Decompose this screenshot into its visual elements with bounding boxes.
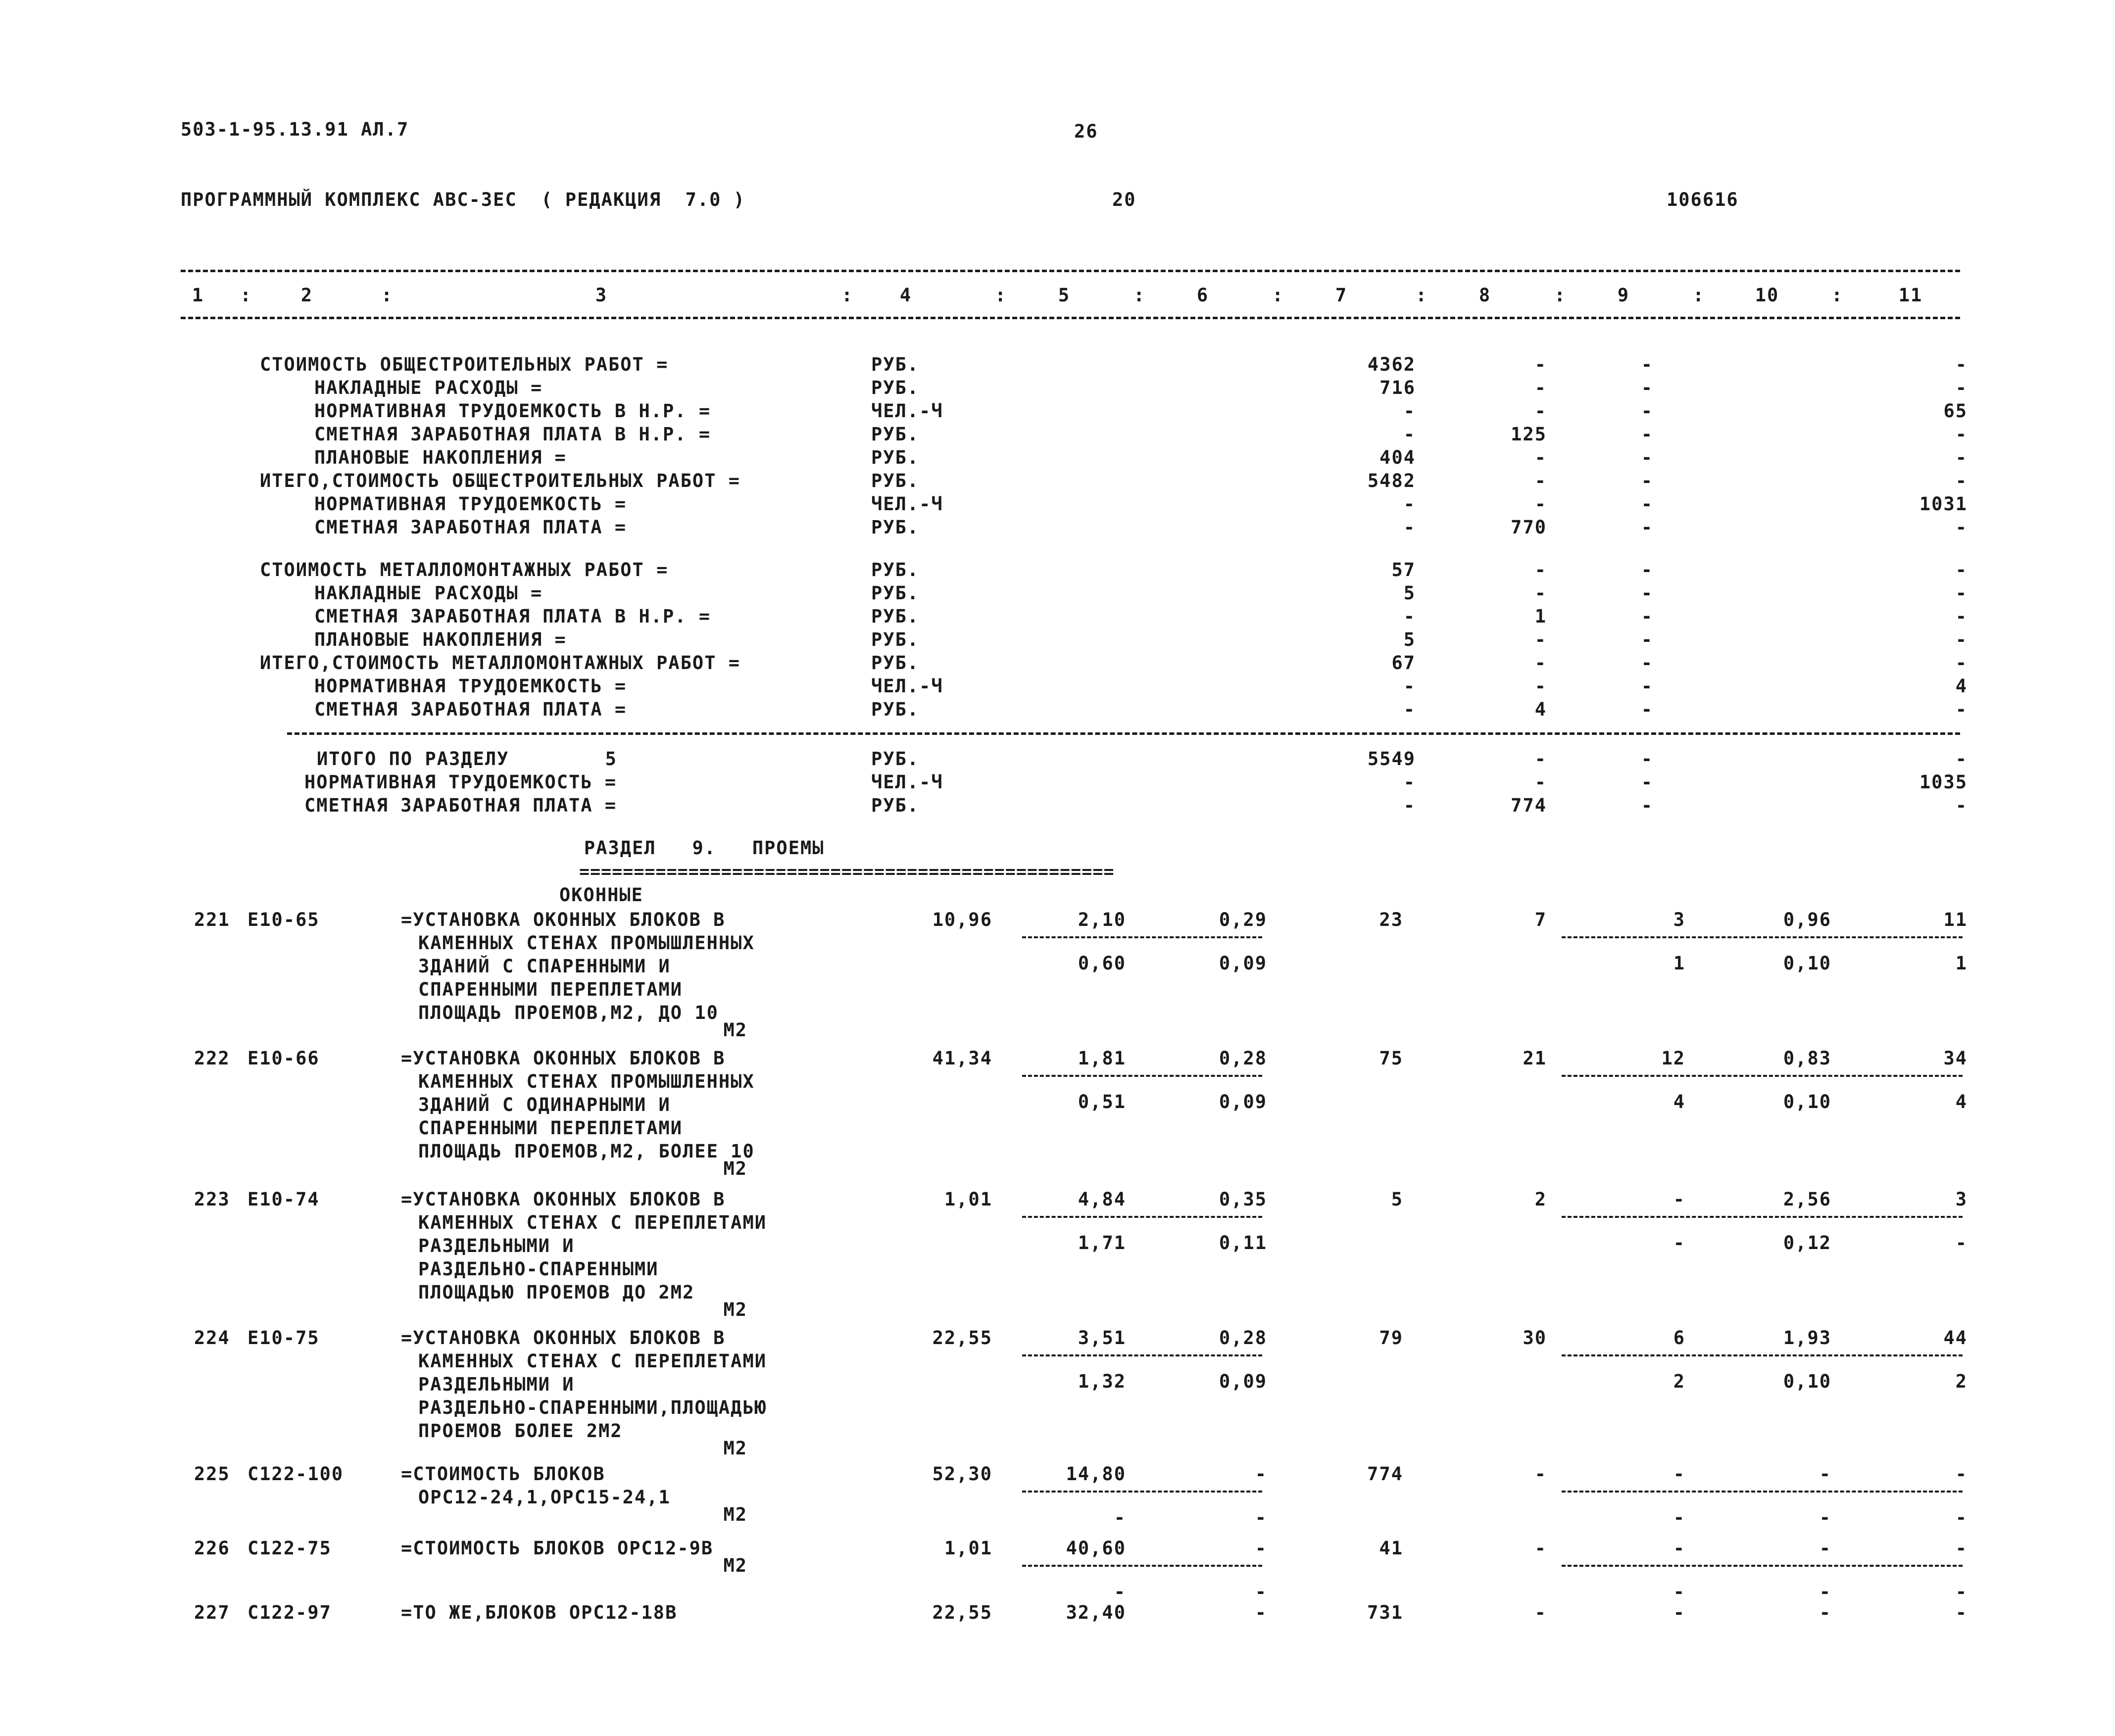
summary-labor: - xyxy=(1955,470,1967,491)
item-unit: М2 xyxy=(723,1019,747,1041)
item-description-line: ЗДАНИЙ С ОДИНАРНЫМИ И xyxy=(418,1094,671,1115)
item-wage-rate: 0,29 xyxy=(1219,909,1267,930)
summary-cost: - xyxy=(1403,517,1416,538)
column-separator: : xyxy=(1272,285,1284,306)
item-unit: М2 xyxy=(723,1299,747,1320)
item-labor-total: - xyxy=(1955,1463,1967,1485)
summary-wage: 125 xyxy=(1511,424,1547,445)
summary-col9: - xyxy=(1641,470,1653,491)
item-code: Е10-74 xyxy=(247,1189,320,1210)
item-description-line: КАМЕННЫХ СТЕНАХ ПРОМЫШЛЕННЫХ xyxy=(418,932,755,954)
item-machine-cost: 3 xyxy=(1673,909,1685,930)
item-quantity: 1,01 xyxy=(944,1538,992,1559)
column-separator: : xyxy=(1831,285,1844,306)
item-quantity: 22,55 xyxy=(932,1327,992,1349)
item-machine-wage: 1 xyxy=(1673,953,1685,974)
item-labor-rate-machine: - xyxy=(1819,1507,1831,1528)
summary-label: ИТЕГО,СТОИМОСТЬ МЕТАЛЛОМОНТАЖНЫХ РАБОТ = xyxy=(260,652,741,674)
summary-wage: - xyxy=(1534,447,1547,468)
item-unit: М2 xyxy=(723,1504,747,1525)
item-subrule xyxy=(1562,1354,1963,1356)
section-total-unit: ЧЕЛ.-Ч xyxy=(871,772,943,793)
section-total-col9: - xyxy=(1641,772,1653,793)
item-number: 222 xyxy=(194,1048,230,1069)
summary-labor: - xyxy=(1955,517,1967,538)
column-separator: : xyxy=(1133,285,1146,306)
summary-label: СМЕТНАЯ ЗАРАБОТНАЯ ПЛАТА В Н.Р. = xyxy=(314,606,711,627)
column-header-10: 10 xyxy=(1755,285,1779,306)
summary-labor: 65 xyxy=(1943,400,1967,422)
item-labor-total: - xyxy=(1955,1602,1967,1623)
summary-unit: РУБ. xyxy=(871,470,920,491)
summary-labor: - xyxy=(1955,447,1967,468)
item-unit-price-wage: - xyxy=(1114,1507,1126,1528)
item-unit-price: 40,60 xyxy=(1066,1538,1126,1559)
table-header-rule xyxy=(181,317,1960,319)
item-number: 226 xyxy=(194,1538,230,1559)
item-labor-rate: 1,93 xyxy=(1783,1327,1831,1349)
item-labor-rate: 0,83 xyxy=(1783,1048,1831,1069)
column-separator: : xyxy=(995,285,1007,306)
summary-unit: РУБ. xyxy=(871,582,920,604)
item-total-wage: - xyxy=(1534,1602,1547,1623)
item-description-line: ПЛОЩАДЬ ПРОЕМОВ,М2, БОЛЕЕ 10 xyxy=(418,1141,755,1162)
item-unit-price: 3,51 xyxy=(1078,1327,1126,1349)
column-header-6: 6 xyxy=(1196,285,1209,306)
item-labor-total-machine: 1 xyxy=(1955,953,1967,974)
summary-wage: - xyxy=(1534,652,1547,674)
item-wage-rate-machine: 0,09 xyxy=(1219,1091,1267,1112)
item-subrule xyxy=(1562,1491,1963,1493)
summary-cost: 5 xyxy=(1403,629,1416,650)
summary-label: ИТЕГО,СТОИМОСТЬ ОБЩЕСТРОИТЕЛЬНЫХ РАБОТ = xyxy=(260,470,741,491)
section-total-wage: - xyxy=(1534,748,1547,770)
item-number: 225 xyxy=(194,1463,230,1485)
summary-labor: - xyxy=(1955,699,1967,720)
item-unit-price: 14,80 xyxy=(1066,1463,1126,1485)
item-labor-total: 44 xyxy=(1943,1327,1967,1349)
summary-label: НОРМАТИВНАЯ ТРУДОЕМКОСТЬ = xyxy=(314,493,627,515)
item-description-line: =УСТАНОВКА ОКОННЫХ БЛОКОВ В xyxy=(401,1189,726,1210)
item-code: Е10-66 xyxy=(247,1048,320,1069)
item-unit-price-wage: 1,32 xyxy=(1078,1371,1126,1392)
summary-labor: - xyxy=(1955,606,1967,627)
item-labor-rate: 2,56 xyxy=(1783,1189,1831,1210)
item-total-cost: 75 xyxy=(1379,1048,1403,1069)
column-header-1: 1 xyxy=(192,285,204,306)
page-number: 26 xyxy=(1074,121,1098,142)
item-description-line: ОРС12-24,1,ОРС15-24,1 xyxy=(418,1487,671,1508)
item-total-cost: 731 xyxy=(1367,1602,1403,1623)
item-total-cost: 5 xyxy=(1391,1189,1403,1210)
item-labor-total-machine: 4 xyxy=(1955,1091,1967,1112)
column-separator: : xyxy=(841,285,854,306)
item-description-line: =СТОИМОСТЬ БЛОКОВ ОРС12-9В xyxy=(401,1538,714,1559)
section-total-unit: РУБ. xyxy=(871,795,920,816)
item-quantity: 52,30 xyxy=(932,1463,992,1485)
summary-wage: - xyxy=(1534,675,1547,697)
summary-wage: 4 xyxy=(1534,699,1547,720)
item-machine-cost: 12 xyxy=(1661,1048,1685,1069)
program-page: 20 xyxy=(1112,189,1136,210)
summary-wage: - xyxy=(1534,629,1547,650)
summary-cost: 4362 xyxy=(1367,354,1416,375)
summary-unit: ЧЕЛ.-Ч xyxy=(871,400,943,422)
section-total-col9: - xyxy=(1641,795,1653,816)
item-total-wage: 30 xyxy=(1523,1327,1547,1349)
item-labor-total-machine: 2 xyxy=(1955,1371,1967,1392)
summary-labor: 1031 xyxy=(1919,493,1967,515)
summary-label: СМЕТНАЯ ЗАРАБОТНАЯ ПЛАТА = xyxy=(314,517,627,538)
section-total-labor: - xyxy=(1955,795,1967,816)
summary-col9: - xyxy=(1641,400,1653,422)
summary-labor: 4 xyxy=(1955,675,1967,697)
summary-wage: - xyxy=(1534,559,1547,580)
item-description-line: КАМЕННЫХ СТЕНАХ ПРОМЫШЛЕННЫХ xyxy=(418,1071,755,1092)
column-header-2: 2 xyxy=(300,285,313,306)
item-subrule xyxy=(1562,1565,1963,1567)
item-number: 221 xyxy=(194,909,230,930)
summary-cost: 57 xyxy=(1391,559,1416,580)
summary-label: НАКЛАДНЫЕ РАСХОДЫ = xyxy=(314,582,543,604)
section-total-cost: - xyxy=(1403,795,1416,816)
item-wage-rate: 0,35 xyxy=(1219,1189,1267,1210)
section-total-cost: - xyxy=(1403,772,1416,793)
item-quantity: 41,34 xyxy=(932,1048,992,1069)
doc-code: 503-1-95.13.91 АЛ.7 xyxy=(181,119,409,140)
item-total-wage: - xyxy=(1534,1463,1547,1485)
summary-col9: - xyxy=(1641,517,1653,538)
item-labor-total-machine: - xyxy=(1955,1232,1967,1254)
summary-cost: - xyxy=(1403,606,1416,627)
column-separator: : xyxy=(1554,285,1567,306)
item-labor-total: - xyxy=(1955,1538,1967,1559)
section-title-rule: ================================================= xyxy=(579,862,1115,882)
summary-labor: - xyxy=(1955,559,1967,580)
item-quantity: 10,96 xyxy=(932,909,992,930)
program-line: ПРОГРАММНЫЙ КОМПЛЕКС АВС-3ЕС ( РЕДАКЦИЯ 7.0 ) xyxy=(181,189,745,210)
item-wage-rate: - xyxy=(1255,1538,1267,1559)
item-labor-rate-machine: 0,10 xyxy=(1783,1371,1831,1392)
item-labor-total-machine: - xyxy=(1955,1507,1967,1528)
item-unit-price-wage: - xyxy=(1114,1581,1126,1602)
item-labor-total-machine: - xyxy=(1955,1581,1967,1602)
item-labor-total: 3 xyxy=(1955,1189,1967,1210)
item-subrule xyxy=(1022,936,1262,938)
summary-unit: РУБ. xyxy=(871,699,920,720)
item-total-wage: 21 xyxy=(1523,1048,1547,1069)
column-header-8: 8 xyxy=(1478,285,1491,306)
summary-col9: - xyxy=(1641,606,1653,627)
item-labor-rate-machine: 0,12 xyxy=(1783,1232,1831,1254)
summary-cost: 5 xyxy=(1403,582,1416,604)
item-wage-rate-machine: 0,09 xyxy=(1219,953,1267,974)
summary-labor: - xyxy=(1955,354,1967,375)
item-machine-wage: 4 xyxy=(1673,1091,1685,1112)
item-code: С122-97 xyxy=(247,1602,332,1623)
summary-col9: - xyxy=(1641,675,1653,697)
item-unit-price: 4,84 xyxy=(1078,1189,1126,1210)
item-machine-cost: 6 xyxy=(1673,1327,1685,1349)
summary-col9: - xyxy=(1641,447,1653,468)
summary-labor: - xyxy=(1955,582,1967,604)
item-description-line: СПАРЕННЫМИ ПЕРЕПЛЕТАМИ xyxy=(418,1117,683,1139)
summary-unit: РУБ. xyxy=(871,354,920,375)
column-header-9: 9 xyxy=(1617,285,1630,306)
column-separator: : xyxy=(381,285,393,306)
item-description-line: ПЛОЩАДЬЮ ПРОЕМОВ ДО 2М2 xyxy=(418,1282,695,1303)
item-machine-wage: - xyxy=(1673,1232,1685,1254)
summary-unit: РУБ. xyxy=(871,377,920,398)
item-code: Е10-65 xyxy=(247,909,320,930)
item-labor-rate: - xyxy=(1819,1538,1831,1559)
subsection-title: ОКОННЫЕ xyxy=(559,884,643,906)
column-separator: : xyxy=(240,285,252,306)
item-number: 223 xyxy=(194,1189,230,1210)
item-description-line: СПАРЕННЫМИ ПЕРЕПЛЕТАМИ xyxy=(418,979,683,1000)
item-machine-wage: - xyxy=(1673,1581,1685,1602)
item-wage-rate-machine: - xyxy=(1255,1507,1267,1528)
summary-col9: - xyxy=(1641,424,1653,445)
summary-labor: - xyxy=(1955,424,1967,445)
summary-col9: - xyxy=(1641,582,1653,604)
item-unit: М2 xyxy=(723,1438,747,1459)
item-machine-cost: - xyxy=(1673,1189,1685,1210)
summary-cost: - xyxy=(1403,699,1416,720)
column-header-11: 11 xyxy=(1898,285,1923,306)
summary-cost: 716 xyxy=(1379,377,1416,398)
summary-unit: ЧЕЛ.-Ч xyxy=(871,675,943,697)
summary-col9: - xyxy=(1641,699,1653,720)
item-machine-wage: 2 xyxy=(1673,1371,1685,1392)
item-description-line: КАМЕННЫХ СТЕНАХ С ПЕРЕПЛЕТАМИ xyxy=(418,1212,767,1233)
item-labor-rate-machine: - xyxy=(1819,1581,1831,1602)
summary-cost: 5482 xyxy=(1367,470,1416,491)
column-header-4: 4 xyxy=(899,285,912,306)
item-subrule xyxy=(1022,1216,1262,1218)
section-total-rule xyxy=(287,732,1960,735)
section-total-label: НОРМАТИВНАЯ ТРУДОЕМКОСТЬ = xyxy=(304,772,617,793)
item-labor-rate: - xyxy=(1819,1463,1831,1485)
summary-label: ПЛАНОВЫЕ НАКОПЛЕНИЯ = xyxy=(314,447,567,468)
item-machine-cost: - xyxy=(1673,1602,1685,1623)
section-total-wage: - xyxy=(1534,772,1547,793)
column-header-7: 7 xyxy=(1335,285,1348,306)
summary-cost: - xyxy=(1403,400,1416,422)
summary-col9: - xyxy=(1641,629,1653,650)
summary-unit: РУБ. xyxy=(871,424,920,445)
summary-col9: - xyxy=(1641,493,1653,515)
item-wage-rate: - xyxy=(1255,1602,1267,1623)
item-total-wage: - xyxy=(1534,1538,1547,1559)
item-unit-price-wage: 1,71 xyxy=(1078,1232,1126,1254)
summary-unit: РУБ. xyxy=(871,447,920,468)
item-quantity: 22,55 xyxy=(932,1602,992,1623)
column-header-5: 5 xyxy=(1058,285,1071,306)
item-unit: М2 xyxy=(723,1555,747,1576)
item-total-wage: 2 xyxy=(1534,1189,1547,1210)
item-unit-price: 32,40 xyxy=(1066,1602,1126,1623)
table-top-rule xyxy=(181,270,1960,272)
item-labor-total: 11 xyxy=(1943,909,1967,930)
item-total-wage: 7 xyxy=(1534,909,1547,930)
item-code: Е10-75 xyxy=(247,1327,320,1349)
item-unit-price: 2,10 xyxy=(1078,909,1126,930)
summary-col9: - xyxy=(1641,377,1653,398)
summary-wage: 770 xyxy=(1511,517,1547,538)
item-wage-rate-machine: 0,11 xyxy=(1219,1232,1267,1254)
item-description-line: =УСТАНОВКА ОКОННЫХ БЛОКОВ В xyxy=(401,1048,726,1069)
summary-wage: - xyxy=(1534,470,1547,491)
column-header-3: 3 xyxy=(595,285,608,306)
summary-cost: - xyxy=(1403,675,1416,697)
item-description-line: РАЗДЕЛЬНО-СПАРЕННЫМИ,ПЛОЩАДЬЮ xyxy=(418,1397,767,1418)
item-subrule xyxy=(1022,1354,1262,1356)
item-unit-price-wage: 0,60 xyxy=(1078,953,1126,974)
summary-unit: РУБ. xyxy=(871,606,920,627)
item-labor-total: 34 xyxy=(1943,1048,1967,1069)
item-total-cost: 23 xyxy=(1379,909,1403,930)
summary-label: СМЕТНАЯ ЗАРАБОТНАЯ ПЛАТА = xyxy=(314,699,627,720)
summary-label: ПЛАНОВЫЕ НАКОПЛЕНИЯ = xyxy=(314,629,567,650)
summary-unit: ЧЕЛ.-Ч xyxy=(871,493,943,515)
summary-label: НОРМАТИВНАЯ ТРУДОЕМКОСТЬ В Н.Р. = xyxy=(314,400,711,422)
item-total-cost: 41 xyxy=(1379,1538,1403,1559)
item-subrule xyxy=(1562,1216,1963,1218)
summary-wage: - xyxy=(1534,582,1547,604)
summary-cost: 404 xyxy=(1379,447,1416,468)
item-number: 224 xyxy=(194,1327,230,1349)
item-wage-rate: - xyxy=(1255,1463,1267,1485)
summary-col9: - xyxy=(1641,354,1653,375)
item-description-line: ПРОЕМОВ БОЛЕЕ 2М2 xyxy=(418,1420,623,1442)
item-unit: М2 xyxy=(723,1158,747,1179)
item-code: С122-100 xyxy=(247,1463,344,1485)
summary-wage: - xyxy=(1534,354,1547,375)
summary-unit: РУБ. xyxy=(871,629,920,650)
summary-wage: 1 xyxy=(1534,606,1547,627)
summary-unit: РУБ. xyxy=(871,652,920,674)
summary-cost: - xyxy=(1403,424,1416,445)
item-description-line: РАЗДЕЛЬНО-СПАРЕННЫМИ xyxy=(418,1258,659,1280)
summary-labor: - xyxy=(1955,652,1967,674)
summary-labor: - xyxy=(1955,629,1967,650)
item-labor-rate: - xyxy=(1819,1602,1831,1623)
item-subrule xyxy=(1562,1075,1963,1077)
item-machine-wage: - xyxy=(1673,1507,1685,1528)
item-wage-rate: 0,28 xyxy=(1219,1048,1267,1069)
item-description-line: ЗДАНИЙ С СПАРЕННЫМИ И xyxy=(418,956,671,977)
item-wage-rate-machine: - xyxy=(1255,1581,1267,1602)
summary-col9: - xyxy=(1641,559,1653,580)
summary-wage: - xyxy=(1534,400,1547,422)
item-labor-rate-machine: 0,10 xyxy=(1783,1091,1831,1112)
section-total-label: СМЕТНАЯ ЗАРАБОТНАЯ ПЛАТА = xyxy=(304,795,617,816)
summary-label: СТОИМОСТЬ ОБЩЕСТРОИТЕЛЬНЫХ РАБОТ = xyxy=(260,354,669,375)
section-total-wage: 774 xyxy=(1511,795,1547,816)
item-labor-rate-machine: 0,10 xyxy=(1783,953,1831,974)
summary-label: СТОИМОСТЬ МЕТАЛЛОМОНТАЖНЫХ РАБОТ = xyxy=(260,559,669,580)
item-total-cost: 79 xyxy=(1379,1327,1403,1349)
section-title: РАЗДЕЛ 9. ПРОЕМЫ xyxy=(584,837,825,859)
section-total-label: ИТОГО ПО РАЗДЕЛУ 5 xyxy=(317,748,617,770)
section-total-cost: 5549 xyxy=(1367,748,1416,770)
column-separator: : xyxy=(1693,285,1705,306)
summary-wage: - xyxy=(1534,493,1547,515)
item-wage-rate: 0,28 xyxy=(1219,1327,1267,1349)
item-description-line: =УСТАНОВКА ОКОННЫХ БЛОКОВ В xyxy=(401,909,726,930)
summary-label: СМЕТНАЯ ЗАРАБОТНАЯ ПЛАТА В Н.Р. = xyxy=(314,424,711,445)
item-description-line: =СТОИМОСТЬ БЛОКОВ xyxy=(401,1463,605,1485)
item-machine-cost: - xyxy=(1673,1538,1685,1559)
section-total-labor: 1035 xyxy=(1919,772,1967,793)
program-id: 106616 xyxy=(1667,189,1739,210)
item-description-line: РАЗДЕЛЬНЫМИ И xyxy=(418,1235,575,1256)
section-total-unit: РУБ. xyxy=(871,748,920,770)
item-subrule xyxy=(1022,1075,1262,1077)
item-unit-price-wage: 0,51 xyxy=(1078,1091,1126,1112)
item-labor-rate: 0,96 xyxy=(1783,909,1831,930)
item-subrule xyxy=(1562,936,1963,938)
section-total-labor: - xyxy=(1955,748,1967,770)
summary-cost: 67 xyxy=(1391,652,1416,674)
item-description-line: ПЛОЩАДЬ ПРОЕМОВ,М2, ДО 10 xyxy=(418,1002,719,1023)
item-subrule xyxy=(1022,1491,1262,1493)
item-subrule xyxy=(1022,1565,1262,1567)
summary-cost: - xyxy=(1403,493,1416,515)
section-total-col9: - xyxy=(1641,748,1653,770)
summary-col9: - xyxy=(1641,652,1653,674)
summary-label: НОРМАТИВНАЯ ТРУДОЕМКОСТЬ = xyxy=(314,675,627,697)
item-unit-price: 1,81 xyxy=(1078,1048,1126,1069)
item-description-line: РАЗДЕЛЬНЫМИ И xyxy=(418,1374,575,1395)
item-description-line: =ТО ЖЕ,БЛОКОВ ОРС12-18В xyxy=(401,1602,678,1623)
summary-unit: РУБ. xyxy=(871,559,920,580)
summary-labor: - xyxy=(1955,377,1967,398)
item-number: 227 xyxy=(194,1602,230,1623)
item-description-line: КАМЕННЫХ СТЕНАХ С ПЕРЕПЛЕТАМИ xyxy=(418,1350,767,1372)
item-wage-rate-machine: 0,09 xyxy=(1219,1371,1267,1392)
summary-label: НАКЛАДНЫЕ РАСХОДЫ = xyxy=(314,377,543,398)
summary-wage: - xyxy=(1534,377,1547,398)
item-code: С122-75 xyxy=(247,1538,332,1559)
item-description-line: =УСТАНОВКА ОКОННЫХ БЛОКОВ В xyxy=(401,1327,726,1349)
item-total-cost: 774 xyxy=(1367,1463,1403,1485)
item-quantity: 1,01 xyxy=(944,1189,992,1210)
item-machine-cost: - xyxy=(1673,1463,1685,1485)
summary-unit: РУБ. xyxy=(871,517,920,538)
column-separator: : xyxy=(1416,285,1428,306)
